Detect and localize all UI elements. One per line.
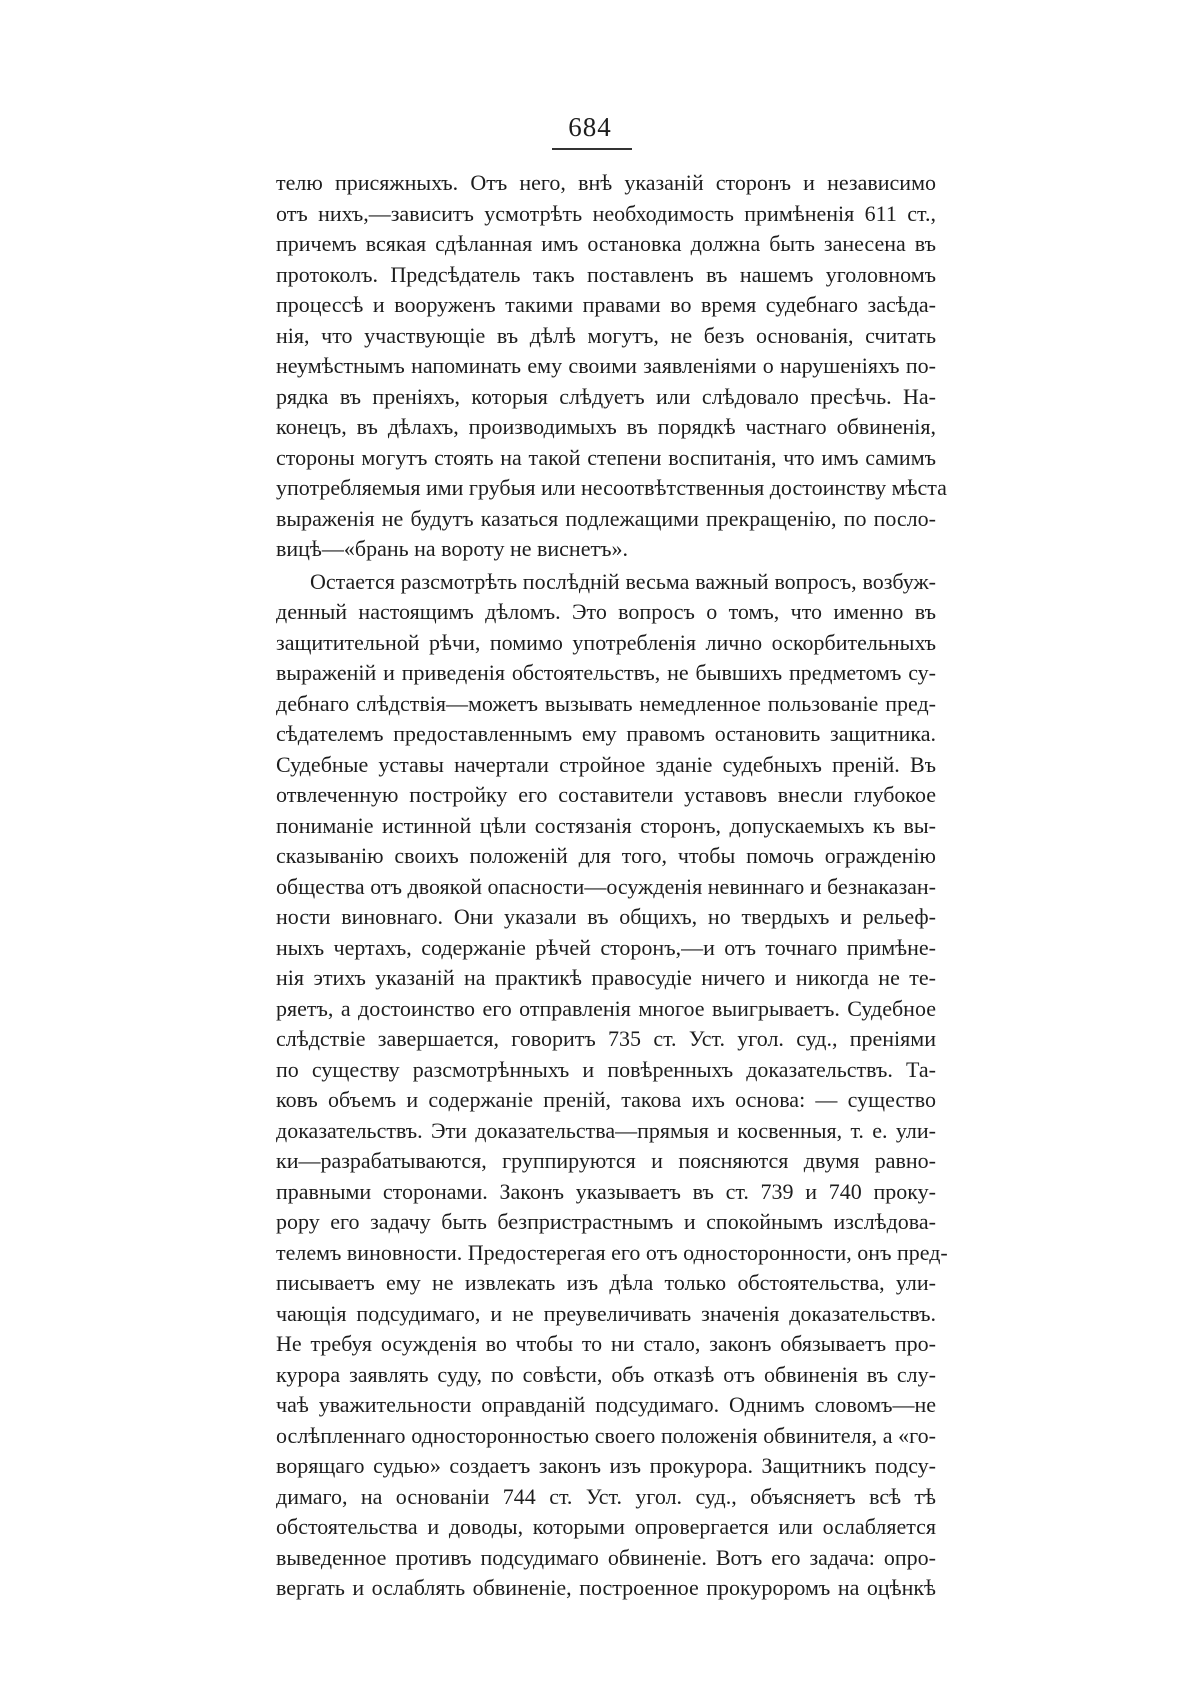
- text-line: ности виновнаго. Они указали въ общихъ, но твердыхъ и рельеф-: [276, 904, 936, 929]
- text-line: общества отъ двоякой опасности—осужденія невиннаго и безнаказан-: [276, 873, 936, 899]
- text-line: Не требуя осужденія во чтобы то ни стало, законъ обязываетъ про-: [276, 1331, 936, 1356]
- text-line: пониманіе истинной цѣли состязанія сторонъ, допускаемыхъ къ вы-: [276, 812, 936, 838]
- text-line: сказыванію своихъ положеній для того, чтобы помочь огражденію: [276, 843, 936, 868]
- text-line: нія этихъ указаній на практикѣ правосудіе ничего и никогда не те-: [276, 965, 936, 990]
- text-line: ки—разрабатываются, группируются и поясняются двумя равно-: [276, 1148, 936, 1173]
- text-line: телю присяжныхъ. Отъ него, внѣ указаній сторонъ и независимо: [276, 170, 936, 195]
- text-line: употребляемыя ими грубыя или несоотвѣтственныя достоинству мѣста: [276, 475, 947, 500]
- page-number-rule: [552, 148, 632, 150]
- text-line: процессѣ и вооруженъ такими правами во время судебнаго засѣда-: [276, 292, 936, 317]
- text-line: ныхъ чертахъ, содержаніе рѣчей сторонъ,—и отъ точнаго примѣне-: [276, 934, 936, 960]
- page-number: 684: [568, 112, 612, 142]
- text-line: выраженій и приведенія обстоятельствъ, не бывшихъ предметомъ су-: [276, 660, 936, 685]
- text-line: протоколъ. Предсѣдатель такъ поставленъ въ нашемъ уголовномъ: [276, 261, 936, 287]
- text-line: слѣдствіе завершается, говоритъ 735 ст. Уст. угол. суд., преніями: [276, 1026, 936, 1051]
- text-line: писываетъ ему не извлекать изъ дѣла только обстоятельства, ули-: [276, 1270, 936, 1295]
- text-line: денный настоящимъ дѣломъ. Это вопросъ о томъ, что именно въ: [276, 599, 936, 624]
- text-line: Остается разсмотрѣть послѣдній весьма важный вопросъ, возбуж-: [310, 568, 936, 594]
- text-line: сѣдателемъ предоставленнымъ ему правомъ остановить защитника.: [276, 721, 936, 746]
- text-line: Судебные уставы начертали стройное зданіе судебныхъ преній. Въ: [276, 751, 936, 777]
- text-line: курора заявлять суду, по совѣсти, объ отказѣ отъ обвиненія въ слу-: [276, 1361, 936, 1387]
- text-line: ослѣпленнаго односторонностью своего положенія обвинителя, а «го-: [276, 1422, 936, 1448]
- text-line: телемъ виновности. Предостерегая его отъ односторонности, онъ пред-: [276, 1239, 948, 1265]
- text-line: вицѣ—«брань на вороту не виснетъ».: [276, 536, 628, 561]
- text-line: димаго, на основаніи 744 ст. Уст. угол. суд., объясняетъ всѣ тѣ: [276, 1483, 936, 1509]
- text-line: отвлеченную постройку его составители уставовъ внесли глубокое: [276, 782, 936, 807]
- text-line: вергать и ослаблять обвиненіе, построенное прокуроромъ на оцѣнкѣ: [276, 1575, 936, 1600]
- text-line: выраженія не будутъ казаться подлежащими прекращенію, по посло-: [276, 505, 936, 531]
- text-line: стороны могутъ стоять на такой степени воспитанія, что имъ самимъ: [276, 444, 936, 470]
- text-line: по существу разсмотрѣнныхъ и повѣренныхъ доказательствъ. Та-: [276, 1056, 936, 1082]
- text-line: рору его задачу быть безпристрастнымъ и спокойнымъ изслѣдова-: [276, 1209, 936, 1234]
- text-line: неумѣстнымъ напоминать ему своими заявленіями о нарушеніяхъ по-: [276, 353, 936, 378]
- text-line: правными сторонами. Законъ указываетъ въ ст. 739 и 740 проку-: [276, 1178, 936, 1204]
- text-line: конецъ, въ дѣлахъ, производимыхъ въ порядкѣ частнаго обвиненія,: [276, 414, 936, 439]
- text-line: дебнаго слѣдствія—можетъ вызывать немедленное пользованіе пред-: [276, 690, 936, 716]
- text-line: нія, что участвующіе въ дѣлѣ могутъ, не безъ основанія, считать: [276, 322, 936, 348]
- text-line: обстоятельства и доводы, которыми опровергается или ослабляется: [276, 1514, 936, 1539]
- text-line: отъ нихъ,—зависитъ усмотрѣть необходимость примѣненія 611 ст.,: [276, 200, 936, 226]
- paragraph-1: [276, 168, 947, 565]
- text-line: ряетъ, а достоинство его отправленія многое выигрываетъ. Судебное: [276, 995, 936, 1021]
- text-line: причемъ всякая сдѣланная имъ остановка должна быть занесена въ: [276, 231, 936, 256]
- text-line: рядка въ преніяхъ, которыя слѣдуетъ или слѣдовало пресѣчь. На-: [276, 383, 936, 409]
- text-line: ковъ объемъ и содержаніе преній, такова ихъ основа: — существо: [276, 1087, 936, 1112]
- text-line: доказательствъ. Эти доказательства—прямыя и косвенныя, т. е. ули-: [276, 1117, 936, 1143]
- text-line: чающія подсудимаго, и не преувеличивать значенія доказательствъ.: [276, 1300, 936, 1326]
- text-line: защитительной рѣчи, помимо употребленія лично оскорбительныхъ: [276, 629, 936, 655]
- text-line: ворящаго судью» создаетъ законъ изъ прокурора. Защитникъ подсу-: [276, 1453, 936, 1478]
- text-line: чаѣ уважительности оправданій подсудимаго. Однимъ словомъ—не: [276, 1392, 936, 1417]
- text-line: выведенное противъ подсудимаго обвиненіе. Вотъ его задача: опро-: [276, 1544, 936, 1570]
- paragraph-2: [276, 567, 948, 1604]
- body-text: [276, 168, 948, 1604]
